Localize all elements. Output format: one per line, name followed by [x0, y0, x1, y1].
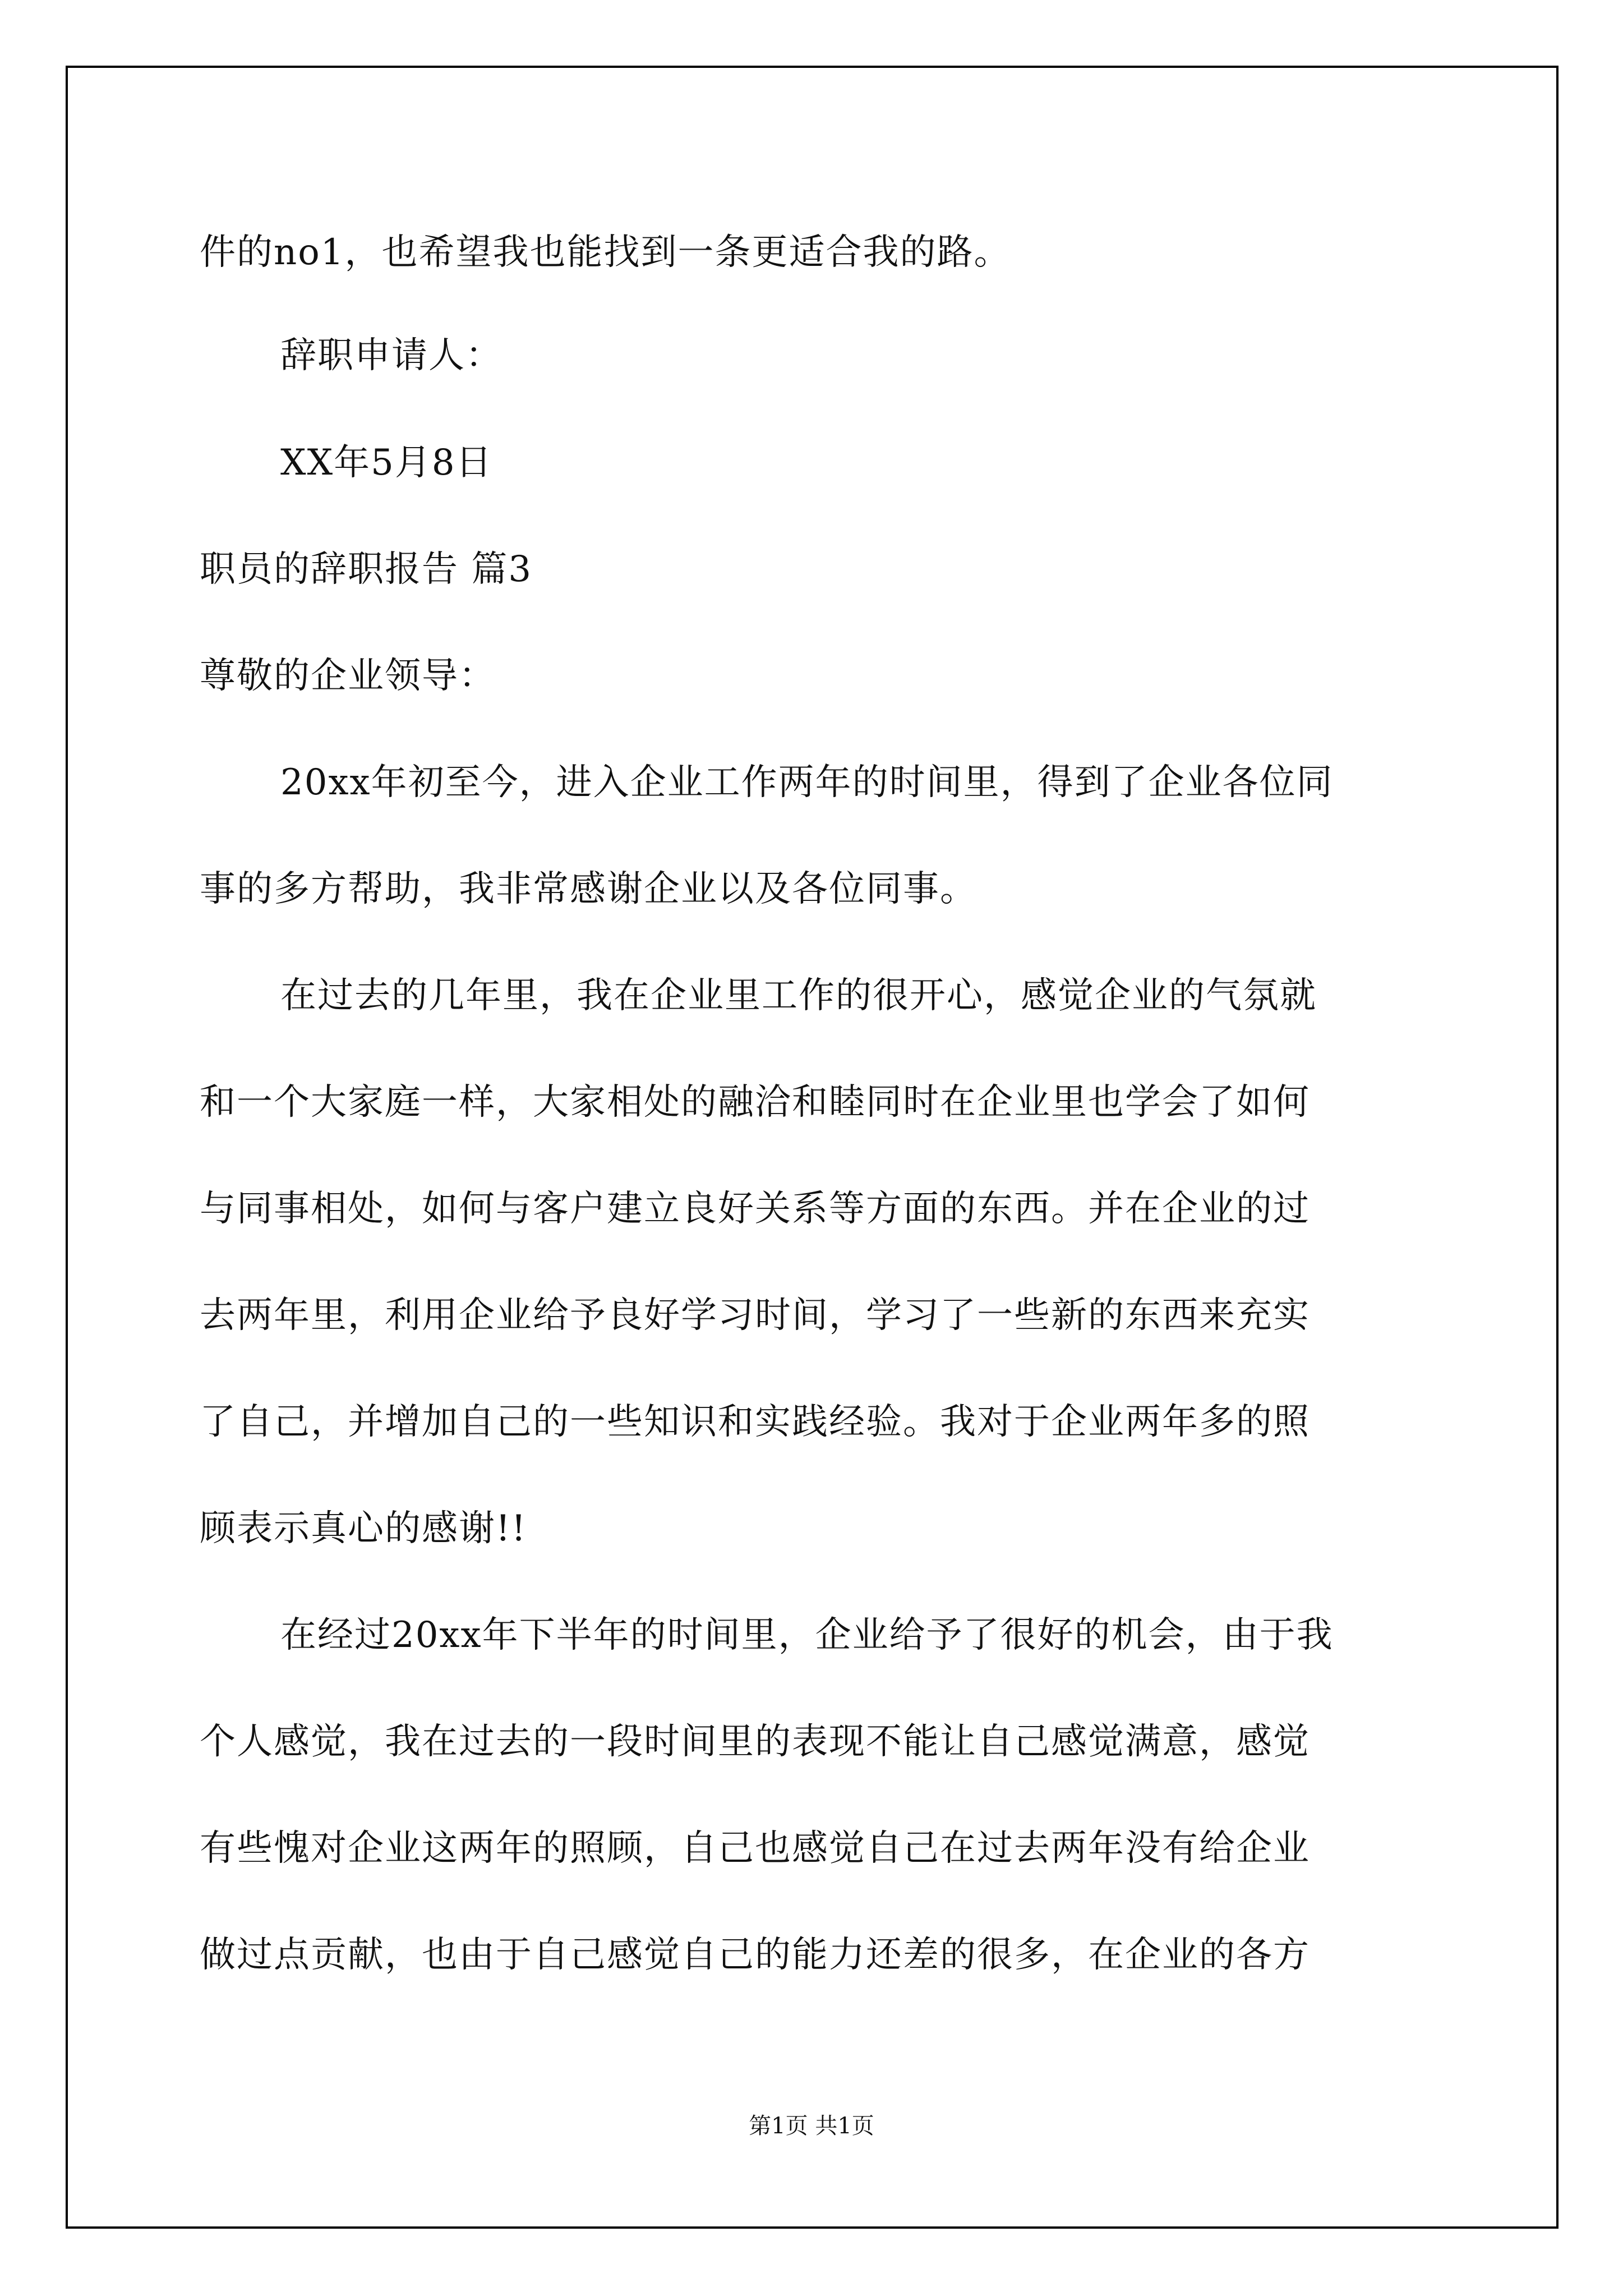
- paragraph-line: 个人感觉，我在过去的一段时间里的表现不能让自己感觉满意，感觉: [200, 1721, 1310, 1763]
- salutation: 尊敬的企业领导：: [200, 655, 496, 697]
- paragraph-line: 做过点贡献，也由于自己感觉自己的能力还差的很多，在企业的各方: [200, 1934, 1310, 1976]
- page-border: [66, 66, 1559, 2229]
- paragraph-line: 在过去的几年里，我在企业里工作的很开心，感觉企业的气氛就: [280, 975, 1317, 1016]
- section-heading: 职员的辞职报告 篇3: [200, 549, 533, 590]
- date-line: XX年5月8日: [280, 442, 493, 484]
- paragraph-line: 与同事相处，如何与客户建立良好关系等方面的东西。并在企业的过: [200, 1188, 1310, 1230]
- paragraph-line: 事的多方帮助，我非常感谢企业以及各位同事。: [200, 868, 977, 910]
- paragraph-line: 有些愧对企业这两年的照顾，自己也感觉自己在过去两年没有给企业: [200, 1828, 1310, 1869]
- paragraph-line: 20xx年初至今，进入企业工作两年的时间里，得到了企业各位同: [280, 762, 1334, 803]
- text-line: 件的no1，也希望我也能找到一条更适合我的路。: [200, 232, 1011, 273]
- paragraph-line: 去两年里，利用企业给予良好学习时间，学习了一些新的东西来充实: [200, 1295, 1310, 1336]
- paragraph-line: 顾表示真心的感谢!!: [200, 1508, 527, 1549]
- paragraph-line: 和一个大家庭一样，大家相处的融洽和睦同时在企业里也学会了如何: [200, 1082, 1310, 1123]
- page-footer: 第1页 共1页: [749, 2113, 874, 2139]
- paragraph-line: 在经过20xx年下半年的时间里，企业给予了很好的机会，由于我: [280, 1614, 1334, 1656]
- signature-label: 辞职申请人：: [280, 335, 502, 376]
- paragraph-line: 了自己，并增加自己的一些知识和实践经验。我对于企业两年多的照: [200, 1401, 1310, 1443]
